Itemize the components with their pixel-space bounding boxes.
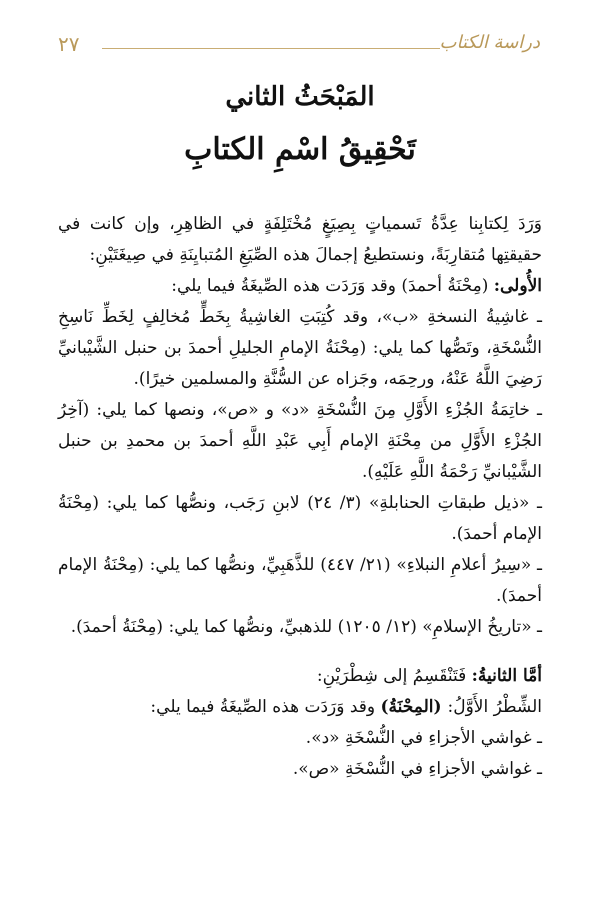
page-number: ٢٧	[58, 32, 80, 56]
list-item: ـ غواشي الأجزاءِ في النُّسْخَةِ «ص».	[292, 759, 542, 779]
first-form-text: (مِحْنَةُ أحمدَ) وقد وَرَدَت هذه الصِّيغَةُ فيما يلي:	[171, 276, 494, 296]
first-part-name: (المِحْنَةُ)	[380, 697, 448, 717]
list-item: ـ «تاريخُ الإسلامِ» (١٢/ ١٢٠٥) للذهبيِّ، ونصُّها كما يلي: (مِحْنَةُ أحمدَ).	[70, 617, 542, 637]
list-item: ـ غاشِيةُ النسخةِ «ب»، وقد كُتِبَتِ الغاشِيةُ بِخَطٍّ مُخالِفٍ لِخَطِّ نَاسِخِ النُّسْخَةِ، وتَصُّها كما يلي: (مِحْنَةُ الإمامِ الجليلِ أحمدَ بن حنبل الشَّيْبانيِّ رَضِيَ اللَّهُ عَنْهُ، ورحِمَه، وجَزاه عن السُّنَّةِ والمسلمين خيرًا).	[58, 307, 542, 389]
second-form-label: أمَّا الثانيةُ:	[471, 666, 542, 686]
first-form-heading	[58, 271, 542, 302]
first-form-label: الأُولى:	[493, 276, 542, 296]
first-part-heading	[58, 692, 542, 723]
list-item: ـ «سِيرُ أعلامِ النبلاءِ» (٢١/ ٤٤٧) للذَّهَبِيِّ، ونصُّها كما يلي: (مِحْنَةُ الإمام أحمدَ).	[58, 555, 542, 606]
list-item: ـ خاتِمَةُ الجُزْءِ الأَوَّلِ مِنَ النُّسْخَةِ «د» و «ص»، ونصها كما يلي: (آخِرُ الجُزْءِ الأَوَّلِ من مِحْنَةِ الإمام أَبِي عَبْدِ اللَّهِ أحمدَ بن محمدِ بن حنبل الشَّيْبانيِّ رَحْمَةُ اللَّهِ عَلَيْهِ).	[58, 400, 542, 482]
chapter-title: تَحْقِيقُ اسْمِ الكتابِ	[184, 132, 416, 167]
section-heading: المَبْحَثُ الثاني	[225, 82, 375, 112]
spacer	[58, 643, 542, 661]
list-item: ـ «ذيل طبقاتِ الحنابلةِ» (٣/ ٢٤) لابنِ رَجَب، ونصُّها كما يلي: (مِحْنَةُ الإمام أحمدَ).	[58, 493, 542, 544]
page-header	[58, 32, 540, 60]
second-form-heading	[58, 661, 542, 692]
running-title: دراسة الكتاب	[439, 32, 540, 53]
first-part-text: وقد وَرَدَت هذه الصِّيغَةُ فيما يلي:	[150, 697, 381, 717]
first-part-label: الشِّطْرُ الأَوَّلُ:	[447, 697, 542, 717]
second-form-text: فَتَنْقَسِمُ إلى شِطْرَيْنِ:	[316, 666, 472, 686]
page-body	[58, 76, 542, 785]
header-rule	[102, 48, 440, 49]
intro-paragraph: وَرَدَ لِكتابِنا عِدَّةُ تَسمياتٍ بِصِيَغٍ مُخْتَلِفَةٍ في الظاهِرِ، وإن كانت في حقيقتِها مُتقارِبَةً، ونستطيعُ إجمالَ هذه الصِّيَغِ المُتبايِنَةِ في صِيغَتَيْنِ:	[58, 214, 542, 265]
list-item: ـ غواشي الأجزاءِ في النُّسْخَةِ «د».	[305, 728, 542, 748]
